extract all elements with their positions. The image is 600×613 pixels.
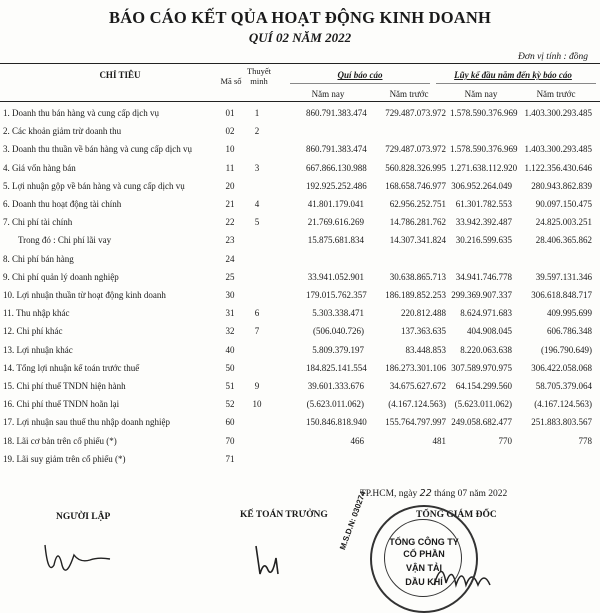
row-ma-so: 21 — [225, 199, 235, 209]
row-ytd-this-year: (5.623.011.062) — [454, 399, 512, 410]
row-label: 3. Doanh thu thuần về bán hàng và cung cấp dịch vụ — [3, 144, 192, 155]
row-ma-so: 24 — [225, 253, 235, 264]
company-seal — [370, 505, 478, 613]
row-quarter-this-year: 860.791.383.474 — [306, 144, 367, 155]
row-quarter-this-year: 667.866.130.988 — [306, 162, 367, 173]
report-subtitle: QUÍ 02 NĂM 2022 — [248, 30, 352, 45]
header-thuyet-minh: Thuyết minh — [246, 66, 272, 86]
row-quarter-last-year: 481 — [432, 435, 446, 446]
row-ytd-last-year: 606.786.348 — [547, 326, 592, 337]
header-nam-nay-ytd: Năm nay — [464, 89, 498, 99]
row-ma-so: 22 — [225, 217, 235, 228]
row-quarter-last-year: 30.638.865.713 — [389, 271, 446, 282]
row-quarter-last-year: 137.363.635 — [401, 326, 446, 337]
row-quarter-last-year: 155.764.797.997 — [385, 417, 446, 428]
row-ytd-last-year: 58.705.379.064 — [535, 381, 592, 391]
header-nam-truoc-ytd: Năm trước — [536, 89, 576, 99]
row-ytd-last-year: 306.422.058.068 — [531, 362, 592, 373]
row-ytd-last-year: (4.167.124.563) — [534, 399, 592, 410]
row-label: 19. Lãi suy giảm trên cổ phiếu (*) — [3, 453, 126, 464]
row-ytd-this-year: 8.624.971.683 — [460, 308, 512, 319]
row-quarter-this-year: 184.825.141.554 — [306, 362, 367, 373]
row-thuyet-minh: 4 — [254, 199, 260, 209]
row-quarter-this-year: 15.875.681.834 — [307, 235, 364, 246]
row-label: 10. Lợi nhuận thuần từ hoạt động kinh doanh — [3, 290, 166, 300]
row-ytd-last-year: 251.883.803.567 — [531, 417, 592, 428]
row-label: 1. Doanh thu bán hàng và cung cấp dịch vụ — [3, 108, 159, 118]
table-row — [0, 450, 600, 468]
row-label: 4. Giá vốn hàng bán — [3, 162, 76, 173]
table-row — [0, 359, 600, 377]
row-label: 18. Lãi cơ bản trên cổ phiếu (*) — [3, 435, 117, 446]
row-ma-so: 40 — [225, 344, 235, 355]
table-row — [0, 231, 600, 249]
table-row — [0, 140, 600, 158]
row-thuyet-minh: 5 — [254, 217, 260, 228]
row-thuyet-minh: 7 — [254, 326, 260, 337]
table-row — [0, 195, 600, 213]
row-label: 9. Chi phí quản lý doanh nghiệp — [3, 271, 119, 282]
table-row — [0, 250, 600, 268]
row-ytd-last-year: (196.790.649) — [541, 344, 592, 355]
nguoi-lap-label: NGƯỜI LẬP — [56, 512, 111, 522]
row-ytd-this-year: 64.154.299.560 — [455, 381, 512, 391]
row-label: 15. Chi phí thuế TNDN hiện hành — [3, 381, 126, 391]
row-quarter-last-year: 729.487.073.972 — [385, 144, 446, 155]
row-quarter-this-year: 192.925.252.486 — [306, 180, 367, 191]
row-quarter-this-year: 41.801.179.041 — [307, 199, 364, 209]
row-ma-so: 52 — [225, 399, 235, 410]
row-quarter-this-year: (506.040.726) — [313, 326, 364, 337]
row-ytd-this-year: 770 — [498, 435, 512, 446]
row-quarter-last-year: 62.956.252.751 — [389, 199, 446, 209]
row-ma-so: 70 — [225, 435, 235, 446]
row-quarter-last-year: 220.812.488 — [401, 308, 446, 319]
row-ytd-last-year: 778 — [578, 435, 592, 446]
row-label: 13. Lợi nhuận khác — [3, 344, 73, 355]
row-ma-so: 50 — [225, 362, 235, 373]
row-quarter-this-year: 39.601.333.676 — [307, 381, 364, 391]
row-ytd-this-year: 30.216.599.635 — [455, 235, 512, 246]
row-thuyet-minh: 3 — [254, 162, 260, 173]
seal-line-4: DẦU KHÍ — [405, 577, 443, 587]
table-row — [0, 322, 600, 340]
table-row — [0, 304, 600, 322]
header-qui-bao-cao: Quí báo cáo — [337, 70, 383, 80]
row-ma-so: 20 — [225, 180, 235, 191]
row-quarter-this-year: (5.623.011.062) — [306, 399, 364, 410]
row-quarter-last-year: 729.487.073.972 — [385, 108, 446, 118]
row-ytd-this-year: 33.942.392.487 — [455, 217, 512, 228]
row-ytd-last-year: 1.403.300.293.485 — [524, 108, 592, 118]
row-quarter-this-year: 860.791.383.474 — [306, 108, 367, 118]
row-quarter-this-year: 5.809.379.197 — [312, 344, 364, 355]
row-label: 11. Thu nhập khác — [3, 308, 70, 319]
row-label: 16. Chi phí thuế TNDN hoãn lại — [3, 399, 120, 410]
row-quarter-last-year: 34.675.627.672 — [389, 381, 446, 391]
row-ma-so: 60 — [225, 417, 235, 428]
row-ma-so: 11 — [225, 162, 235, 173]
row-thuyet-minh: 9 — [254, 381, 260, 391]
row-quarter-last-year: (4.167.124.563) — [388, 399, 446, 410]
row-ma-so: 31 — [225, 308, 235, 319]
table-row — [0, 104, 600, 122]
row-label: 14. Tổng lợi nhuận kế toán trước thuế — [3, 362, 140, 373]
row-quarter-last-year: 168.658.746.977 — [385, 180, 446, 191]
row-ytd-last-year: 90.097.150.475 — [535, 199, 592, 209]
row-ma-so: 25 — [225, 271, 235, 282]
table-row — [0, 286, 600, 304]
row-quarter-last-year: 83.448.853 — [405, 344, 446, 355]
accountant-signature — [250, 540, 310, 580]
preparer-signature — [40, 535, 120, 585]
row-ytd-last-year: 1.403.300.293.485 — [524, 144, 592, 155]
table-row — [0, 177, 600, 195]
row-quarter-this-year: 150.846.818.940 — [306, 417, 367, 428]
seal-line-2: CỔ PHẦN — [403, 549, 445, 559]
row-ytd-this-year: 61.301.782.553 — [455, 199, 512, 209]
row-label: 5. Lợi nhuận gộp về bán hàng và cung cấp dịch vụ — [3, 180, 185, 191]
ke-toan-truong-label: KẾ TOÁN TRƯỞNG — [240, 510, 328, 520]
row-ytd-this-year: 8.220.063.638 — [460, 344, 512, 355]
table-row — [0, 413, 600, 431]
row-ytd-this-year: 1.578.590.376.969 — [450, 144, 518, 155]
tong-giam-doc-label: TỔNG GIÁM ĐỐC — [416, 510, 497, 520]
table-row — [0, 213, 600, 231]
header-nam-truoc-quarter: Năm trước — [389, 89, 429, 99]
table-top-border — [0, 63, 600, 64]
header-ma-so: Mã số — [220, 76, 242, 86]
seal-line-1: TỔNG CÔNG TY — [389, 537, 459, 547]
row-ma-so: 51 — [225, 381, 235, 391]
row-ytd-last-year: 1.122.356.430.646 — [524, 162, 592, 173]
row-ytd-last-year: 409.995.699 — [547, 308, 592, 319]
currency-unit: Đơn vị tính : đồng — [518, 52, 588, 62]
table-header-bottom-border — [0, 101, 600, 102]
row-ma-so: 71 — [225, 453, 235, 464]
group-header-rule-ytd — [436, 83, 596, 84]
row-ytd-last-year: 280.943.862.839 — [531, 180, 592, 191]
seal-line-3: VẬN TẢI — [406, 563, 442, 573]
row-thuyet-minh: 10 — [252, 399, 262, 410]
row-ma-so: 10 — [225, 144, 235, 155]
row-ma-so: 32 — [225, 326, 235, 337]
row-quarter-this-year: 33.941.052.901 — [307, 271, 364, 282]
report-month-year: tháng 07 năm 2022 — [434, 489, 508, 499]
table-row — [0, 268, 600, 286]
row-ytd-last-year: 24.825.003.251 — [535, 217, 592, 228]
row-quarter-this-year: 179.015.762.357 — [306, 290, 367, 300]
row-thuyet-minh: 2 — [254, 126, 260, 137]
row-quarter-last-year: 560.828.326.995 — [385, 162, 446, 173]
row-ytd-this-year: 1.271.638.112.920 — [450, 162, 518, 173]
report-title: BÁO CÁO KẾT QỦA HOẠT ĐỘNG KINH DOANH — [108, 8, 491, 27]
table-row — [0, 159, 600, 177]
group-header-rule-quarter — [290, 83, 430, 84]
row-ma-so: 02 — [225, 126, 235, 137]
row-quarter-this-year: 466 — [350, 435, 364, 446]
row-ytd-this-year: 404.908.045 — [467, 326, 512, 337]
row-ma-so: 30 — [225, 290, 235, 300]
row-quarter-last-year: 14.786.281.762 — [389, 217, 446, 228]
table-row — [0, 122, 600, 140]
place-date — [360, 488, 507, 499]
row-ytd-this-year: 307.589.970.975 — [451, 362, 512, 373]
row-ytd-last-year: 28.406.365.862 — [535, 235, 592, 246]
row-ytd-this-year: 34.941.746.778 — [455, 271, 512, 282]
row-label: 12. Chi phí khác — [3, 326, 63, 337]
header-luy-ke: Lũy kế đầu năm đến kỳ báo cáo — [454, 70, 572, 80]
table-row — [0, 432, 600, 450]
header-chi-tieu: CHỈ TIÊU — [99, 70, 141, 80]
row-label: 2. Các khoản giảm trừ doanh thu — [3, 126, 122, 137]
row-quarter-last-year: 14.307.341.824 — [389, 235, 446, 246]
row-ytd-this-year: 299.369.907.337 — [451, 290, 512, 300]
place-date-prefix: TP.HCM, ngày — [360, 489, 418, 499]
row-label: 8. Chi phí bán hàng — [3, 253, 74, 264]
row-ma-so: 01 — [225, 108, 235, 118]
row-ytd-last-year: 306.618.848.717 — [531, 290, 592, 300]
row-label: Trong đó : Chi phí lãi vay — [18, 235, 112, 246]
table-row — [0, 395, 600, 413]
row-label: 6. Doanh thu hoạt động tài chính — [3, 199, 122, 209]
row-ytd-this-year: 249.058.682.477 — [451, 417, 512, 428]
header-nam-nay-quarter: Năm nay — [311, 89, 345, 99]
row-quarter-this-year: 21.769.616.269 — [307, 217, 364, 228]
row-ytd-this-year: 1.578.590.376.969 — [450, 108, 518, 118]
row-quarter-this-year: 5.303.338.471 — [312, 308, 364, 319]
row-label: 7. Chi phí tài chính — [3, 217, 73, 228]
row-thuyet-minh: 6 — [254, 308, 260, 319]
row-ytd-last-year: 39.597.131.346 — [535, 271, 592, 282]
table-row — [0, 341, 600, 359]
seal-ring-text: M.S.D.N: 030274 — [338, 489, 368, 552]
report-day: 22 — [419, 488, 432, 499]
row-thuyet-minh: 1 — [254, 108, 260, 118]
row-quarter-last-year: 186.273.301.106 — [385, 362, 446, 373]
row-ytd-this-year: 306.952.264.049 — [451, 180, 512, 191]
row-ma-so: 23 — [225, 235, 235, 246]
table-row — [0, 377, 600, 395]
row-label: 17. Lợi nhuận sau thuế thu nhập doanh nghiệp — [3, 417, 170, 428]
row-quarter-last-year: 186.189.852.253 — [385, 290, 446, 300]
